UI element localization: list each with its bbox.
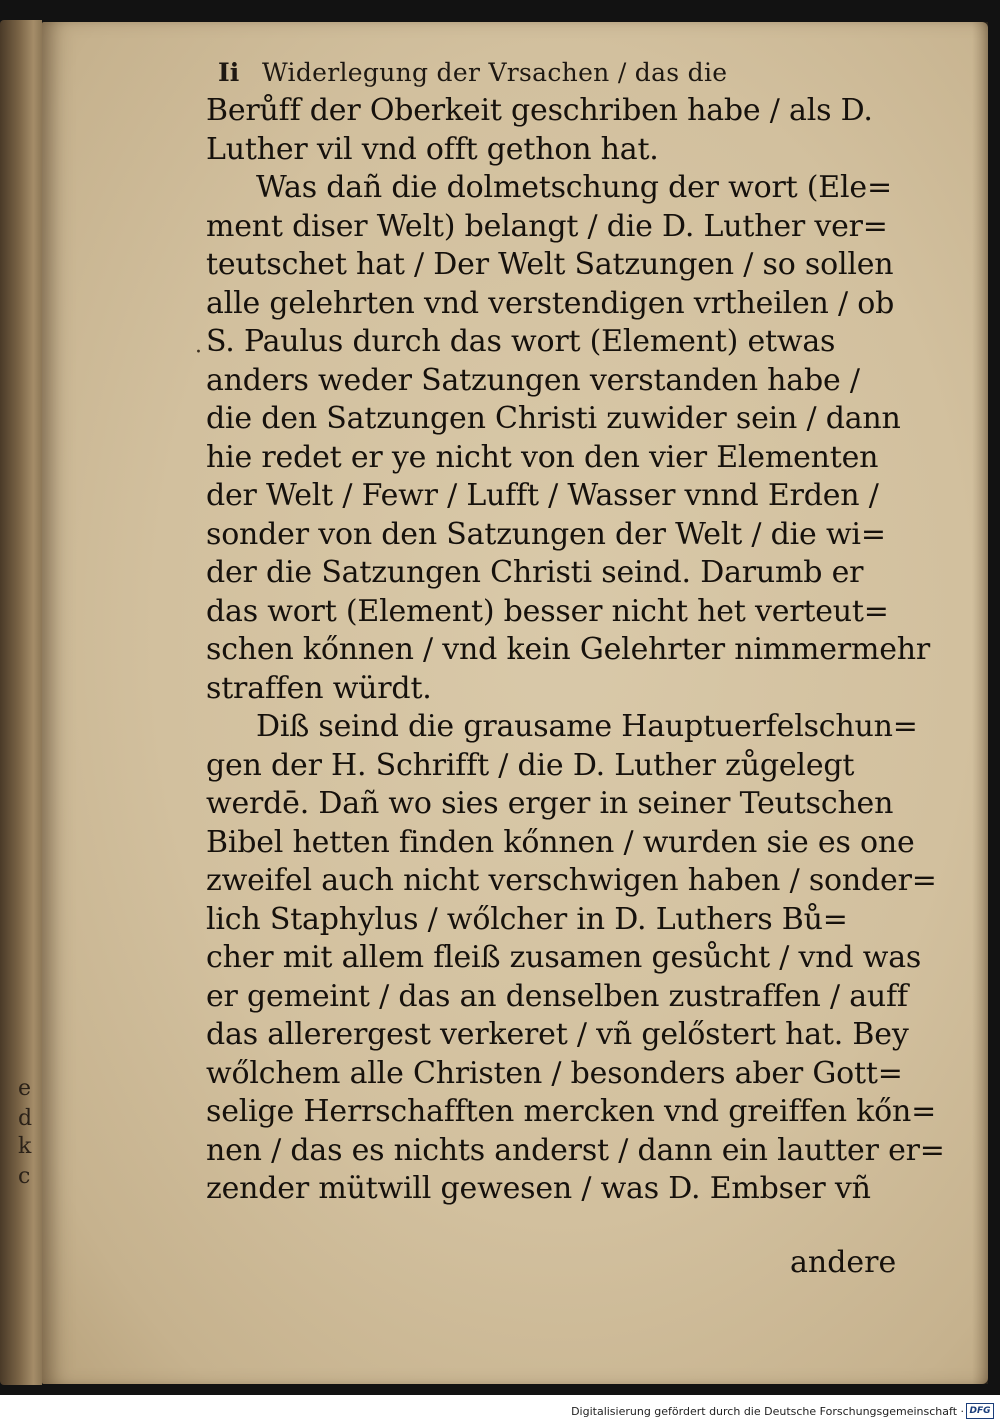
text-line: selige Herrschafften mercken vnd greiffen kőn=: [206, 1094, 937, 1129]
edge-letter: k: [18, 1134, 32, 1159]
text-line: Berůff der Oberkeit geschriben habe / als D.: [206, 93, 873, 128]
text-line: die den Satzungen Christi zuwider sein / dann: [206, 401, 901, 436]
edge-letter: e: [18, 1076, 32, 1101]
edge-letter: c: [18, 1164, 31, 1189]
text-line: alle gelehrten vnd verstendigen vrtheilen / ob: [206, 285, 895, 321]
text-line: ment diser Welt) belangt / die D. Luther ver=: [206, 208, 888, 244]
text-line: zweifel auch nicht verschwigen haben / sonder=: [206, 863, 937, 898]
text-line: Luther vil vnd offt gethon hat.: [206, 131, 659, 167]
footer-bar: [0, 1395, 1000, 1425]
text-line: wőlchem alle Christen / besonders aber Gott=: [206, 1055, 903, 1091]
text-line: das allerergest verkeret / vñ gelőstert hat. Bey: [206, 1017, 909, 1052]
text-line: teutschet hat / Der Welt Satzungen / so sollen: [206, 247, 894, 282]
margin-mark: ·: [195, 340, 202, 365]
text-line: der die Satzungen Christi seind. Darumb er: [206, 555, 864, 590]
text-line: S. Paulus durch das wort (Element) etwas: [206, 324, 836, 359]
text-line: lich Staphylus / wőlcher in D. Luthers Bů=: [206, 901, 848, 937]
text-line: cher mit allem fleiß zusamen gesůcht / vnd was: [206, 940, 922, 975]
text-line: Diß seind die grausame Hauptuerfelschun=: [256, 709, 918, 744]
text-line: werdē. Dañ wo sies erger in seiner Teutschen: [206, 786, 894, 821]
text-line: zender mütwill gewesen / was D. Embser vñ: [206, 1171, 871, 1206]
text-line: Was dañ die dolmetschung der wort (Ele=: [256, 170, 892, 205]
funding-credit: Digitalisierung gefördert durch die Deutsche Forschungsgemeinschaft ·: [571, 1405, 964, 1418]
text-line: der Welt / Fewr / Lufft / Wasser vnnd Erden /: [206, 478, 879, 513]
text-line: straffen würdt.: [206, 670, 432, 706]
catchword: andere: [790, 1245, 897, 1280]
text-line: das wort (Element) besser nicht het verteut=: [206, 593, 889, 629]
text-line: gen der H. Schrifft / die D. Luther zůgelegt: [206, 747, 855, 783]
text-line: nen / das es nichts anderst / dann ein lautter er=: [206, 1132, 945, 1168]
previous-leaf-edge: [0, 20, 42, 1385]
folio-number: Ii: [218, 58, 240, 87]
text-line: hie redet er ye nicht von den vier Elementen: [206, 439, 879, 475]
text-line: Bibel hetten finden kőnnen / wurden sie es one: [206, 824, 915, 860]
running-head: Widerlegung der Vrsachen / das die: [262, 58, 728, 87]
text-line: er gemeint / das an denselben zustraffen / auff: [206, 978, 908, 1014]
text-line: sonder von den Satzungen der Welt / die wi=: [206, 516, 886, 552]
text-line: schen kőnnen / vnd kein Gelehrter nimmermehr: [206, 632, 931, 667]
text-line: anders weder Satzungen verstanden habe /: [206, 362, 860, 398]
dfg-logo: DFG: [966, 1403, 994, 1419]
edge-letter: d: [18, 1106, 33, 1131]
body-text: [206, 92, 945, 1209]
